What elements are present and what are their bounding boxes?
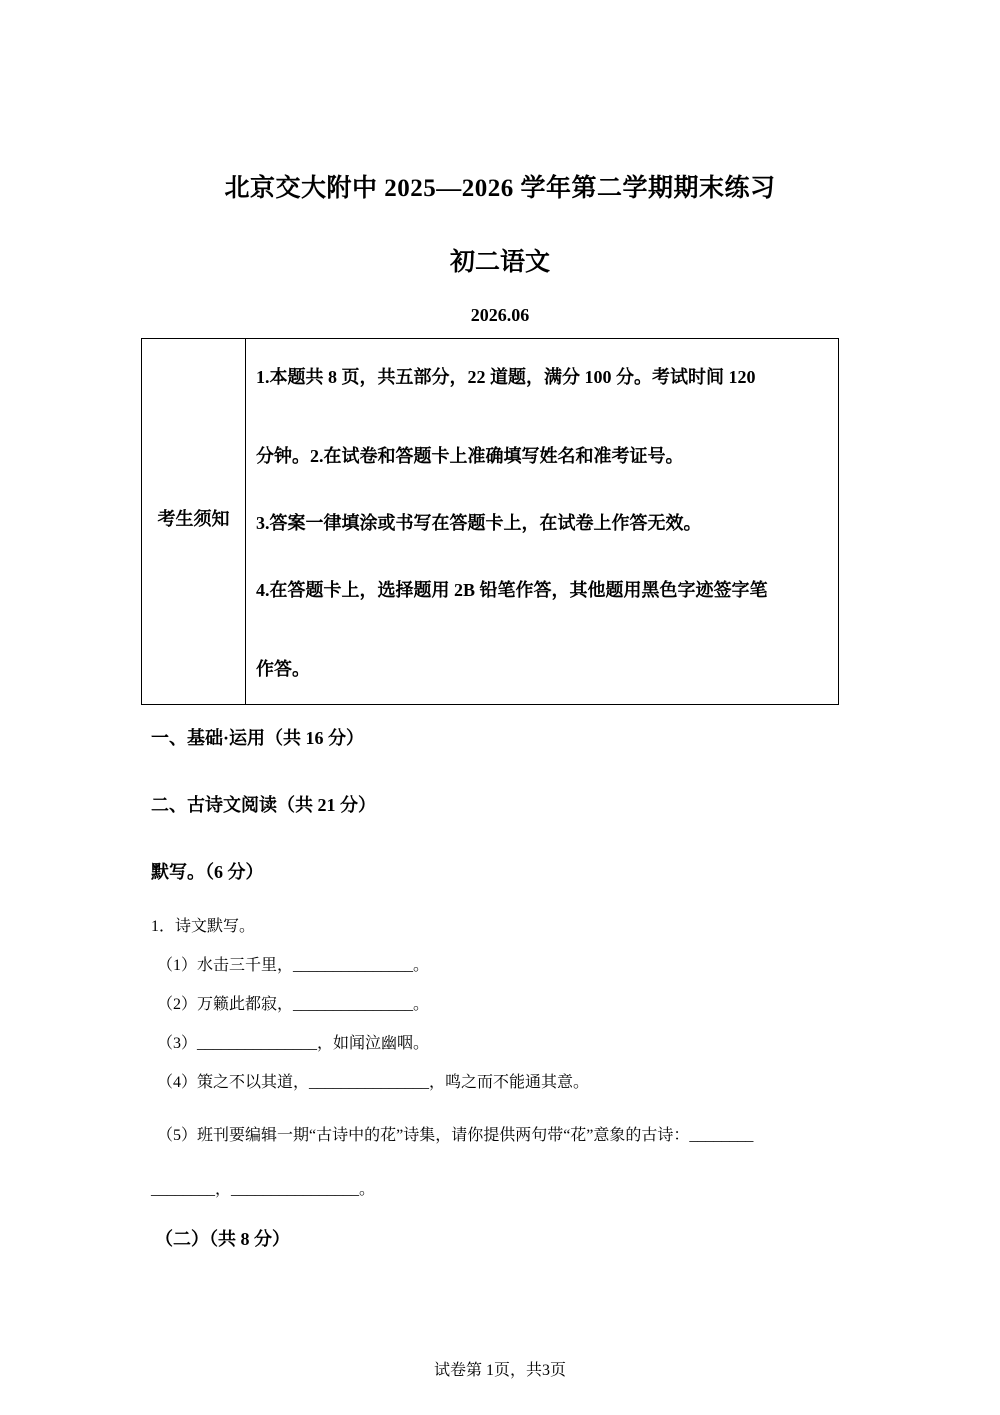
notice-line: 分钟。2.在试卷和答题卡上准确填写姓名和准考证号。 <box>256 446 684 466</box>
question-item-continuation: ________，________________。 <box>151 1181 376 1198</box>
question-item: （2）万籁此都寂，_______________。 <box>157 996 430 1013</box>
section-heading-basics: 一、基础·运用（共 16 分） <box>151 728 365 748</box>
notice-line: 1.本题共 8 页，共五部分，22 道题，满分 100 分。考试时间 120 <box>256 367 756 387</box>
notice-label: 考生须知 <box>157 509 230 529</box>
candidate-notice-table <box>141 338 839 705</box>
exam-subject: 初二语文 <box>449 249 550 276</box>
question-item: （5）班刊要编辑一期“古诗中的花”诗集，请你提供两句带“花”意象的古诗：________ <box>157 1127 754 1144</box>
notice-line: 作答。 <box>256 659 310 679</box>
exam-date: 2026.06 <box>470 305 530 325</box>
question-item: （4）策之不以其道，_______________，鸣之而不能通其意。 <box>157 1074 590 1091</box>
exam-title: 北京交大附中 2025—2026 学年第二学期期末练习 <box>224 175 776 202</box>
notice-divider <box>245 339 246 704</box>
section-heading-classical-reading: 二、古诗文阅读（共 21 分） <box>151 795 376 815</box>
notice-line: 4.在答题卡上，选择题用 2B 铅笔作答，其他题用黑色字迹签字笔 <box>256 580 768 600</box>
dictation-heading: 默写。（6 分） <box>151 862 264 882</box>
question-stem: 1．诗文默写。 <box>151 918 256 935</box>
page-number: 试卷第 1页，共3页 <box>433 1362 566 1379</box>
section-subheading: （二）（共 8 分） <box>155 1229 290 1249</box>
question-item: （1）水击三千里，_______________。 <box>157 957 430 974</box>
notice-line: 3.答案一律填涂或书写在答题卡上，在试卷上作答无效。 <box>256 513 702 533</box>
question-item: （3）_______________，如闻泣幽咽。 <box>157 1035 430 1052</box>
